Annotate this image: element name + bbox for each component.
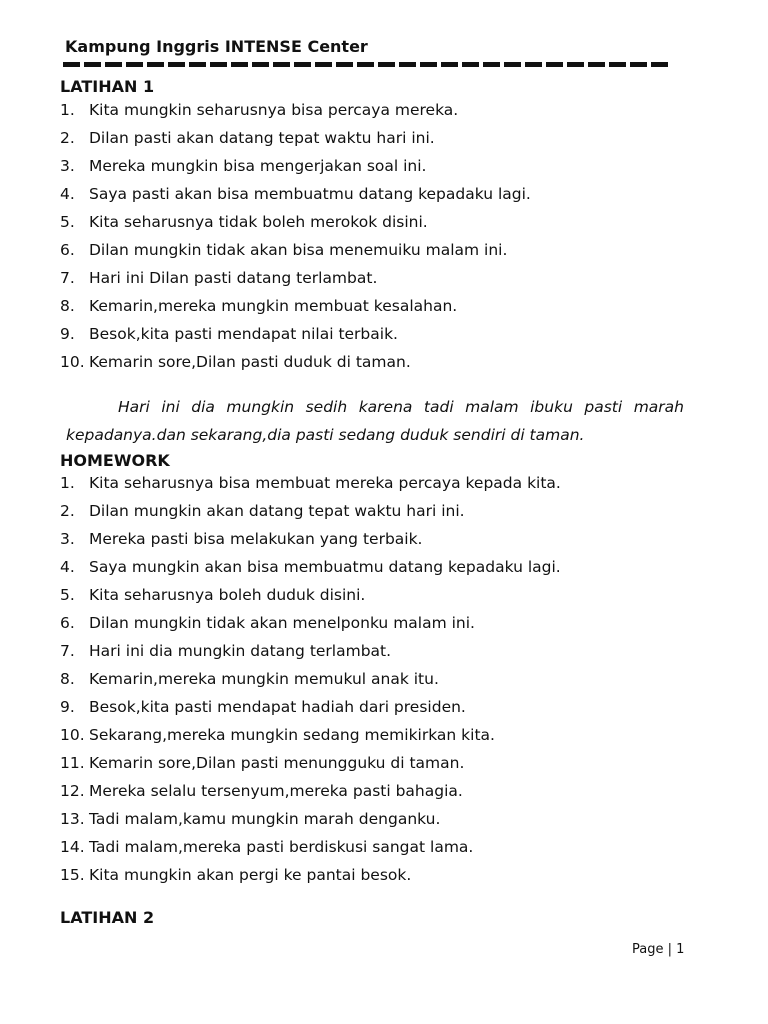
item-number: 2. <box>60 502 75 520</box>
list-item <box>60 530 561 558</box>
item-text: Kemarin sore,Dilan pasti menungguku di taman. <box>89 754 465 772</box>
item-text: Kita mungkin seharusnya bisa percaya mereka. <box>89 101 459 119</box>
item-text: Kemarin sore,Dilan pasti duduk di taman. <box>89 353 411 371</box>
item-text: Kita seharusnya bisa membuat mereka percaya kepada kita. <box>89 474 561 492</box>
item-number: 10. <box>60 726 85 744</box>
item-number: 1. <box>60 474 75 492</box>
item-text: Tadi malam,kamu mungkin marah denganku. <box>89 810 441 828</box>
item-text: Besok,kita pasti mendapat nilai terbaik. <box>89 325 398 343</box>
list-item <box>60 698 561 726</box>
item-number: 6. <box>60 614 75 632</box>
list-item <box>60 726 561 754</box>
latihan1-list <box>60 101 531 381</box>
list-item <box>60 586 561 614</box>
item-number: 4. <box>60 185 75 203</box>
item-number: 15. <box>60 866 85 884</box>
list-item <box>60 297 531 325</box>
item-text: Mereka mungkin bisa mengerjakan soal ini. <box>89 157 427 175</box>
list-item <box>60 782 561 810</box>
item-number: 14. <box>60 838 85 856</box>
list-item <box>60 614 561 642</box>
list-item <box>60 810 561 838</box>
item-number: 12. <box>60 782 85 800</box>
item-number: 3. <box>60 157 75 175</box>
list-item <box>60 474 561 502</box>
item-text: Mereka pasti bisa melakukan yang terbaik. <box>89 530 423 548</box>
item-text: Kemarin,mereka mungkin membuat kesalahan. <box>89 297 458 315</box>
item-number: 11. <box>60 754 85 772</box>
item-text: Kita seharusnya boleh duduk disini. <box>89 586 366 604</box>
list-item <box>60 502 561 530</box>
item-text: Saya mungkin akan bisa membuatmu datang kepadaku lagi. <box>89 558 561 576</box>
item-number: 8. <box>60 297 75 315</box>
list-item <box>60 558 561 586</box>
latihan1-title: LATIHAN 1 <box>60 77 155 96</box>
list-item <box>60 325 531 353</box>
list-item <box>60 185 531 213</box>
item-number: 13. <box>60 810 85 828</box>
list-item <box>60 269 531 297</box>
item-text: Dilan mungkin akan datang tepat waktu hari ini. <box>89 502 465 520</box>
item-number: 4. <box>60 558 75 576</box>
list-item <box>60 670 561 698</box>
list-item <box>60 353 531 381</box>
item-text: Dilan mungkin tidak akan menelponku malam ini. <box>89 614 475 632</box>
list-item <box>60 213 531 241</box>
item-number: 5. <box>60 213 75 231</box>
list-item <box>60 866 561 894</box>
item-text: Hari ini Dilan pasti datang terlambat. <box>89 269 378 287</box>
item-number: 9. <box>60 325 75 343</box>
item-text: Dilan pasti akan datang tepat waktu hari ini. <box>89 129 435 147</box>
list-item <box>60 101 531 129</box>
item-text: Kita mungkin akan pergi ke pantai besok. <box>89 866 412 884</box>
item-text: Kemarin,mereka mungkin memukul anak itu. <box>89 670 439 688</box>
list-item <box>60 754 561 782</box>
story-paragraph: Hari ini dia mungkin sedih karena tadi malam ibuku pasti marah kepadanya.dan sekarang,dia pasti sedang duduk sendiri di taman. <box>66 398 684 444</box>
header-dashed-rule <box>63 62 669 67</box>
page-number: Page | 1 <box>632 942 685 957</box>
item-number: 10. <box>60 353 85 371</box>
header-title: Kampung Inggris INTENSE Center <box>65 37 368 56</box>
list-item <box>60 241 531 269</box>
list-item <box>60 642 561 670</box>
item-text: Mereka selalu tersenyum,mereka pasti bahagia. <box>89 782 463 800</box>
item-number: 1. <box>60 101 75 119</box>
item-text: Sekarang,mereka mungkin sedang memikirkan kita. <box>89 726 495 744</box>
item-number: 7. <box>60 269 75 287</box>
item-number: 2. <box>60 129 75 147</box>
item-text: Dilan mungkin tidak akan bisa menemuiku malam ini. <box>89 241 508 259</box>
item-number: 6. <box>60 241 75 259</box>
list-item <box>60 129 531 157</box>
item-number: 5. <box>60 586 75 604</box>
homework-list <box>60 474 561 894</box>
homework-title: HOMEWORK <box>60 451 170 470</box>
list-item <box>60 157 531 185</box>
item-number: 3. <box>60 530 75 548</box>
item-number: 9. <box>60 698 75 716</box>
item-number: 8. <box>60 670 75 688</box>
item-text: Saya pasti akan bisa membuatmu datang kepadaku lagi. <box>89 185 531 203</box>
list-item <box>60 838 561 866</box>
item-text: Kita seharusnya tidak boleh merokok disini. <box>89 213 428 231</box>
latihan2-title: LATIHAN 2 <box>60 908 155 927</box>
item-number: 7. <box>60 642 75 660</box>
item-text: Tadi malam,mereka pasti berdiskusi sangat lama. <box>89 838 474 856</box>
item-text: Hari ini dia mungkin datang terlambat. <box>89 642 392 660</box>
item-text: Besok,kita pasti mendapat hadiah dari presiden. <box>89 698 466 716</box>
